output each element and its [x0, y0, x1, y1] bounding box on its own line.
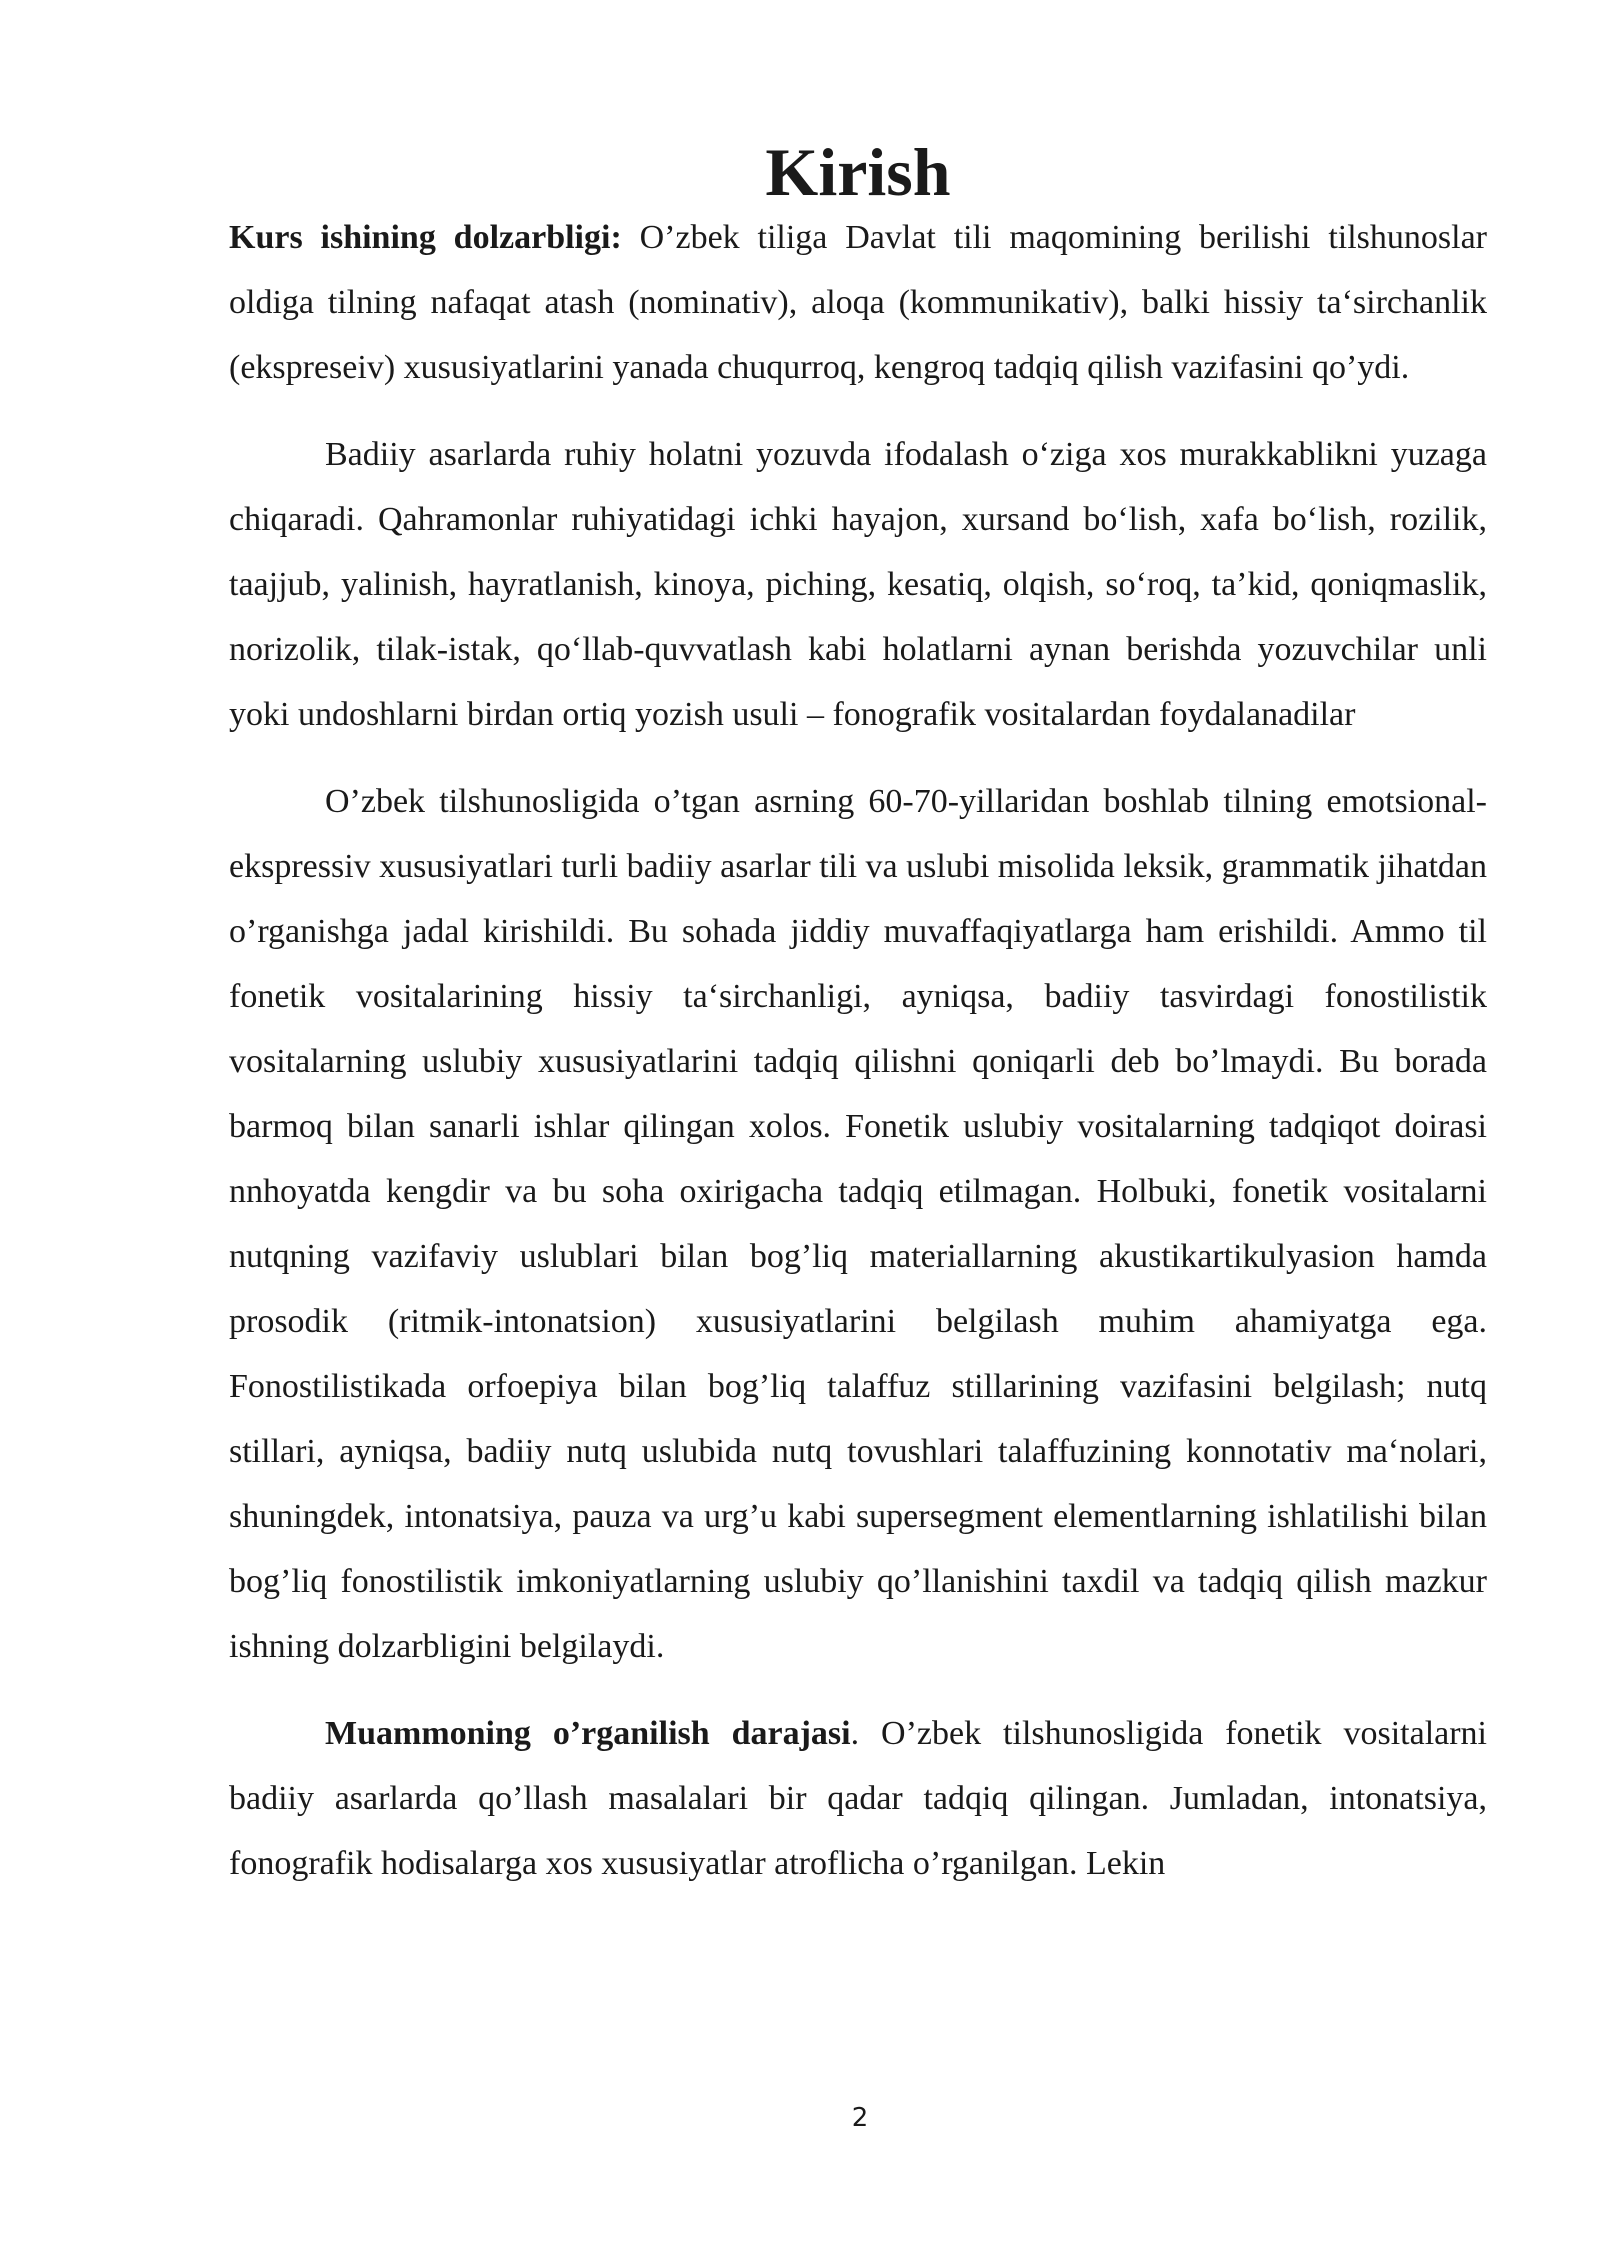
paragraph-text-relevance: O’zbek tiliga Davlat tili maqomining berilishi tilshunoslar oldiga tilning nafaqat atash (nominativ), aloqa (kommunikativ), balki hissiy ta‘sirchanlik (ekspreseiv) xususiyatlarini yanada chuqurroq, kengroq tadqiq qilish vazifasini qo’ydi.: [229, 219, 1487, 386]
page-content: [229, 134, 1487, 1896]
paragraph-fonographic: Badiiy asarlarda ruhiy holatni yozuvda ifodalash o‘ziga xos murakkablikni yuzaga chiqaradi. Qahramonlar ruhiyatidagi ichki hayajon, xursand bo‘lish, xafa bo‘lish, rozilik, taajjub, yalinish, hayratlanish, kinoya, piching, kesatiq, olqish, so‘roq, ta’kid, qoniqmaslik, norizolik, tilak-istak, qo‘llab-quvvatlash kabi holatlarni aynan berishda yozuvchilar unli yoki undoshlarni birdan ortiq yozish usuli – fonografik vositalardan foydalanadilar: [229, 436, 1487, 733]
page-title: Kirish: [765, 134, 951, 210]
paragraph-text-study-degree: . O’zbek tilshunosligida fonetik vositalarni badiiy asarlarda qo’llash masalalari bir qadar tadqiq qilingan. Jumladan, intonatsiya, fonografik hodisalarga xos xususiyatlar atroflicha o’rganilgan. Lekin: [229, 1715, 1487, 1882]
paragraph-lead-study-degree: Muammoning o’rganilish darajasi: [325, 1715, 851, 1752]
paragraph-relevance: [229, 205, 1487, 400]
paragraph-linguistics-history: O’zbek tilshunosligida o’tgan asrning 60-70-yillaridan boshlab tilning emotsional-ekspressiv xususiyatlari turli badiiy asarlar tili va uslubi misolida leksik, grammatik jihatdan o’rganishga jadal kirishildi. Bu sohada jiddiy muvaffaqiyatlarga ham erishildi. Ammo til fonetik vositalarining hissiy ta‘sirchanligi, ayniqsa, badiiy tasvirdagi fonostilistik vositalarning uslubiy xususiyatlarini tadqiq qilishni qoniqarli deb bo’lmaydi. Bu borada barmoq bilan sanarli ishlar qilingan xolos. Fonetik uslubiy vositalarning tadqiqot doirasi nnhoyatda kengdir va bu soha oxirigacha tadqiq etilmagan. Holbuki, fonetik vositalarni nutqning vazifaviy uslublari bilan bog’liq materiallarning akustikartikulyasion hamda prosodik (ritmik-intonatsion) xususiyatlarini belgilash muhim ahamiyatga ega. Fonostilistikada orfoepiya bilan bog’liq talaffuz stillarining vazifasini belgilash; nutq stillari, ayniqsa, badiiy nutq uslubida nutq tovushlari talaffuzining konnotativ ma‘nolari, shuningdek, intonatsiya, pauza va urg’u kabi supersegment elementlarning ishlatilishi bilan bog’liq fonostilistik imkoniyatlarning uslubiy qo’llanishini taxdil va tadqiq qilish mazkur ishning dolzarbligini belgilaydi.: [229, 783, 1487, 1665]
page-number: 2: [851, 2103, 869, 2133]
paragraph-lead-relevance: Kurs ishining dolzarbligi:: [229, 219, 622, 256]
paragraph-study-degree: [229, 1701, 1487, 1896]
